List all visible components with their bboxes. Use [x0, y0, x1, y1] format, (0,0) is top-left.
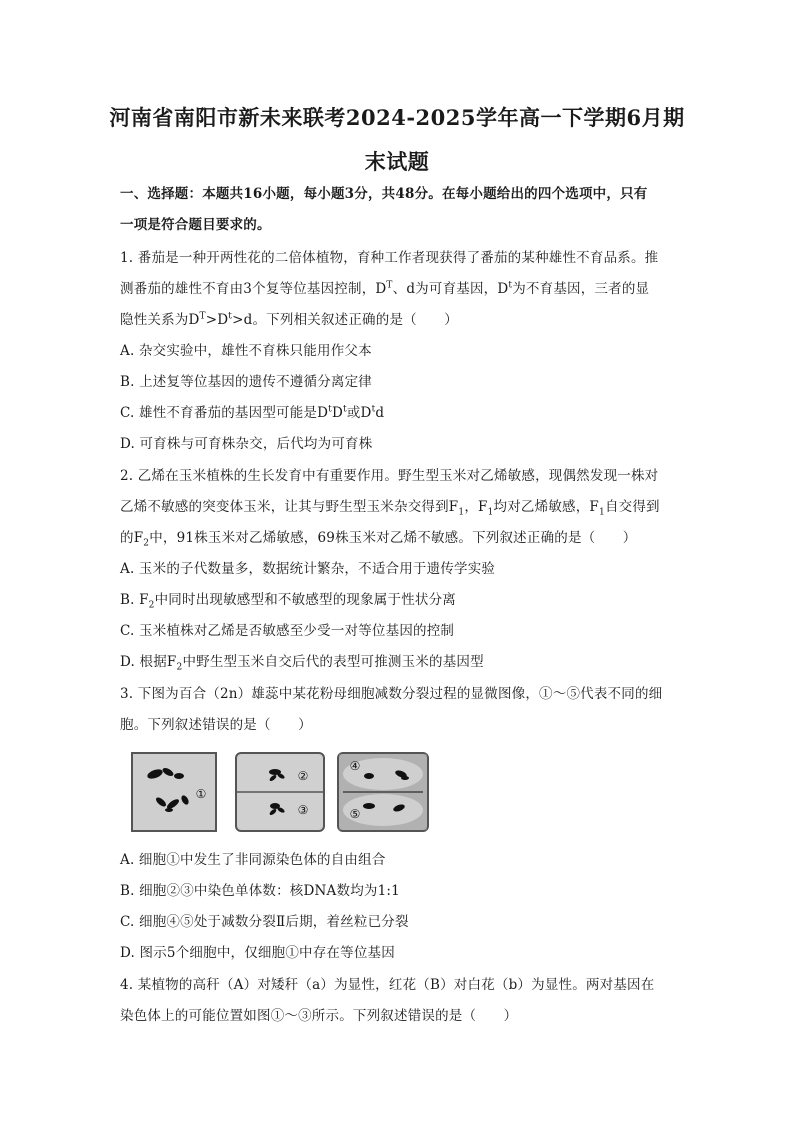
section-instruction: 一、选择题：本题共16小题，每小题3分，共48分。在每小题给出的四个选项中，只有: [120, 186, 648, 202]
q3-stem-line2: 胞。下列叙述错误的是（ ）: [120, 717, 312, 733]
q2-stem-line2: 乙烯不敏感的突变体玉米，让其与野生型玉米杂交得到$F_1$，$F_1$均对乙烯敏感，$F_1$自交得到: [120, 499, 660, 518]
micrograph-cell-4-5: [337, 752, 429, 832]
q2-option-b: B. $F_2$中同时出现敏感型和不敏感型的现象属于性状分离: [120, 592, 457, 611]
fig-label-2: ②: [297, 769, 309, 783]
q4-stem-line2: 染色体上的可能位置如图①～③所示。下列叙述错误的是（ ）: [120, 1008, 518, 1024]
section-instruction-continued: 一项是符合题目要求的。: [120, 217, 271, 233]
q1-stem: 1. 番茄是一种开两性花的二倍体植物，育种工作者现获得了番茄的某种雄性不育品系。推: [120, 250, 659, 266]
q2-option-c: C. 玉米植株对乙烯是否敏感至少受一对等位基因的控制: [120, 623, 455, 639]
q3-option-b: B. 细胞②③中染色单体数：核DNA数均为1:1: [120, 883, 400, 899]
q2-option-a: A. 玉米的子代数量多，数据统计繁杂，不适合用于遗传学实验: [120, 561, 496, 577]
fig-label-1: ①: [195, 787, 207, 801]
q3-stem: 3. 下图为百合（2n）雄蕊中某花粉母细胞减数分裂过程的显微图像，①～⑤代表不同的细: [120, 686, 663, 702]
q3-option-c: C. 细胞④⑤处于减数分裂Ⅱ后期，着丝粒已分裂: [120, 914, 409, 930]
page-title: 河南省南阳市新未来联考2024-2025学年高一下学期6月期: [109, 105, 685, 130]
page-title-continued: 末试题: [364, 149, 430, 174]
q4-stem: 4. 某植物的高秆（A）对矮秆（a）为显性，红花（B）对白花（b）为显性。两对基因在: [120, 977, 655, 993]
q3-option-d: D. 图示5个细胞中，仅细胞①中存在等位基因: [120, 945, 395, 961]
q2-option-d: D. 根据$F_2$中野生型玉米自交后代的表型可推测玉米的基因型: [120, 654, 484, 673]
q1-option-d: D. 可育株与可育株杂交，后代均为可育株: [120, 436, 373, 452]
chromosome-image-3: [339, 754, 427, 830]
fig-label-3: ③: [297, 803, 309, 817]
q1-option-a: A. 杂交实验中，雄性不育株只能用作父本: [120, 343, 372, 359]
chromosome-image-2: [237, 754, 323, 830]
micrograph-cell-1: [131, 752, 217, 832]
q2-stem-line3: 的$F_2$中，91株玉米对乙烯敏感，69株玉米对乙烯不敏感。下列叙述正确的是（ ）: [120, 530, 637, 549]
q2-stem: 2. 乙烯在玉米植株的生长发育中有重要作用。野生型玉米对乙烯敏感，现偶然发现一株对: [120, 468, 659, 484]
q3-option-a: A. 细胞①中发生了非同源染色体的自由组合: [120, 852, 386, 868]
chromosome-image-1: [133, 754, 215, 830]
q1-option-c: C. 雄性不育番茄的基因型可能是$D^tD^t$或$D^td$: [120, 404, 385, 421]
q1-stem-line2: 测番茄的雄性不育由3个复等位基因控制，$D^T$、d为可育基因，$D^t$为不育基因，三者的显: [120, 280, 650, 297]
fig-label-5: ⑤: [349, 807, 361, 821]
fig-label-4: ④: [349, 759, 361, 773]
q1-stem-line3: 隐性关系为$D^T>D^t>d$。下列相关叙述正确的是（ ）: [120, 311, 458, 328]
q1-option-b: B. 上述复等位基因的遗传不遵循分离定律: [120, 374, 373, 390]
micrograph-cell-2-3: [235, 752, 325, 832]
micrograph-figure: [131, 752, 431, 832]
